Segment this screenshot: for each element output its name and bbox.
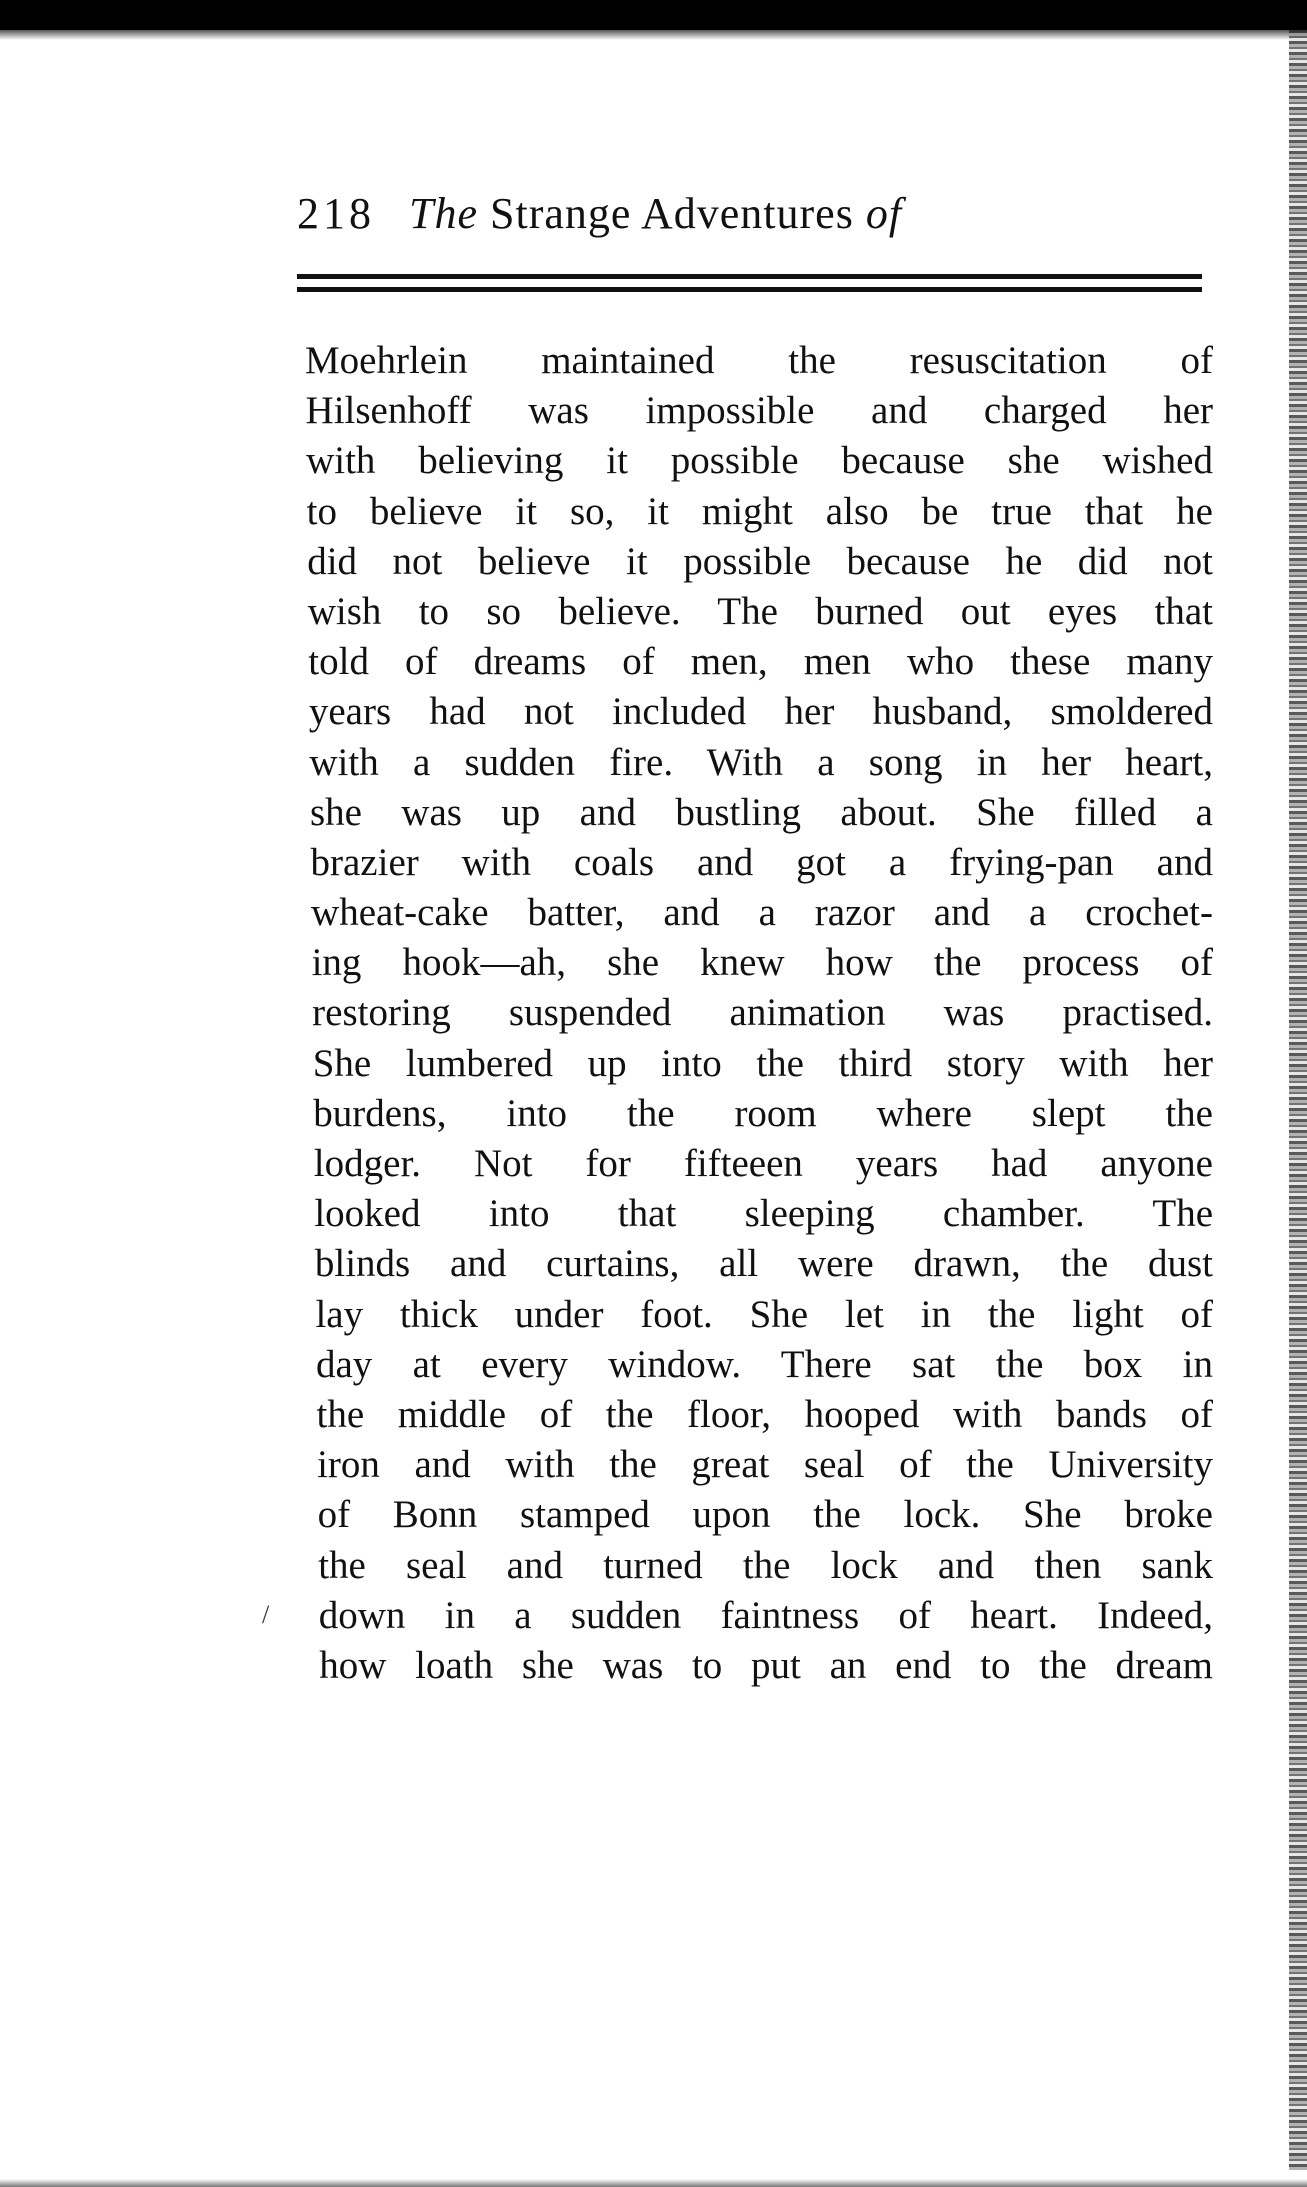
text-line: wish to so believe. The burned out eyes that <box>307 589 1213 633</box>
text-line: down in a sudden faintness of heart. Indeed, <box>318 1593 1213 1637</box>
scan-top-border <box>0 0 1307 30</box>
text-line: wheat-cake batter, and a razor and a crochet- <box>311 891 1213 935</box>
text-line: ing hook—ah, she knew how the process of <box>311 941 1213 985</box>
text-line: brazier with coals and got a frying-pan and <box>310 840 1213 884</box>
text-line: of Bonn stamped upon the lock. She broke <box>317 1493 1213 1537</box>
text-line: blinds and curtains, all were drawn, the dust <box>314 1242 1213 1286</box>
text-line: She lumbered up into the third story with her <box>312 1041 1213 1085</box>
page-number: 218 <box>297 189 375 238</box>
text-line: the seal and turned the lock and then sank <box>318 1543 1213 1587</box>
text-line: lodger. Not for fifteeen years had anyone <box>313 1142 1213 1185</box>
text-line: how loath she was to put an end to the dream <box>319 1643 1213 1687</box>
title-main: Strange Adventures <box>490 189 854 238</box>
text-line: burdens, into the room where slept the <box>313 1091 1213 1135</box>
scan-top-shadow <box>0 30 1307 40</box>
running-header <box>297 188 1057 248</box>
text-line: she was up and bustling about. She filled a <box>309 790 1213 834</box>
header-rule-bottom <box>297 287 1202 292</box>
scan-bottom-edge <box>0 2179 1307 2187</box>
text-line: did not believe it possible because he did not <box>307 539 1213 583</box>
header-rule-top <box>297 274 1202 279</box>
text-line: Moehrlein maintained the resuscitation of <box>305 339 1213 382</box>
text-line: told of dreams of men, men who these many <box>308 640 1213 684</box>
text-line: the middle of the floor, hooped with bands of <box>316 1392 1213 1436</box>
title-of: of <box>865 189 903 238</box>
text-line: with a sudden fire. With a song in her heart, <box>309 740 1213 784</box>
text-line: day at every window. There sat the box in <box>316 1342 1213 1386</box>
body-text <box>305 336 1213 1691</box>
text-line: to believe it so, it might also be true that he <box>306 489 1213 533</box>
text-line: looked into that sleeping chamber. The <box>314 1192 1213 1236</box>
scan-right-edge <box>1289 30 1307 2170</box>
text-line: with believing it possible because she wished <box>306 439 1213 483</box>
stray-pencil-mark: / <box>262 1600 270 1629</box>
title-the: The <box>409 189 478 238</box>
text-line: lay thick under foot. She let in the light of <box>315 1292 1213 1336</box>
text-line: iron and with the great seal of the University <box>317 1443 1213 1487</box>
text-line: restoring suspended animation was practised. <box>312 991 1213 1035</box>
text-line: Hilsenhoff was impossible and charged her <box>305 389 1213 433</box>
text-line: years had not included her husband, smoldered <box>308 690 1213 734</box>
